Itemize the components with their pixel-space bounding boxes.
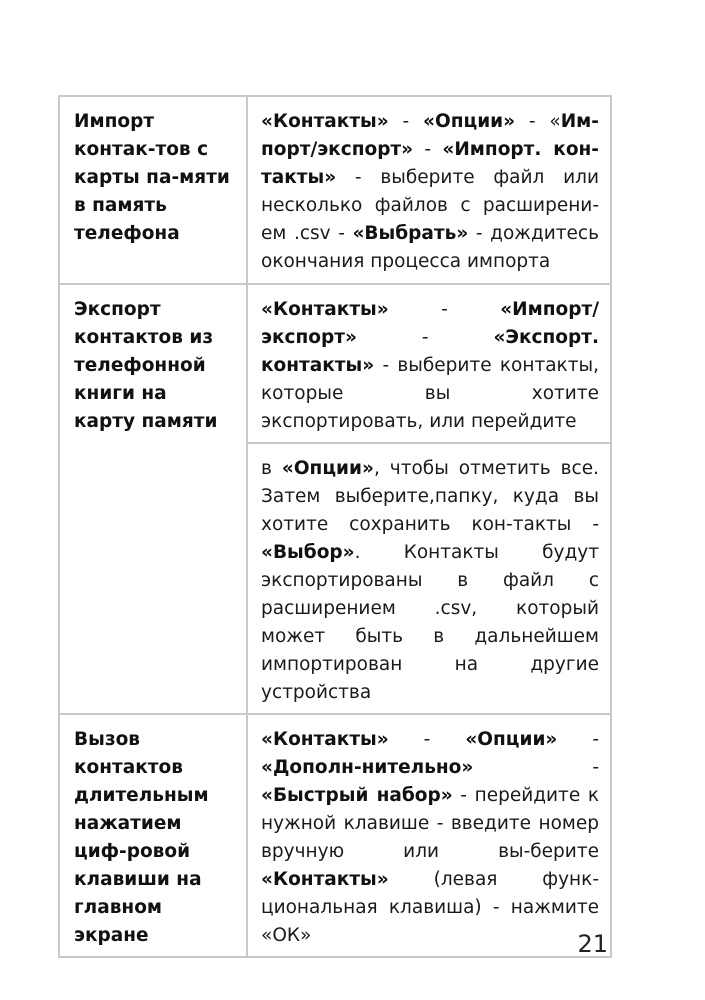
text-segment: в (261, 458, 282, 479)
row-description-cell (247, 96, 611, 284)
row-label-cell (59, 96, 247, 284)
bold-menu-term: «Быстрый набор» (261, 785, 453, 806)
page-number: 21 (577, 930, 608, 958)
bold-menu-term: «Импорт/экспорт» (261, 299, 599, 348)
bold-menu-term: «Опции» (465, 729, 558, 750)
row-description-cell (247, 714, 611, 957)
bold-menu-term: «Выбор» (261, 542, 355, 563)
bold-menu-term: «Опции» (423, 111, 516, 132)
bold-menu-term: «Выбрать» (352, 223, 469, 244)
row-description (248, 715, 610, 956)
text-segment: . Контакты будут экспортированы в файл с расширением .csv, который может быть в дальнейшем импортирован на другие устройства (261, 542, 599, 703)
row-label: Импорт контак-тов с карты па-мяти в память телефона (74, 111, 230, 244)
row-label-cell (59, 284, 247, 714)
row-label: Вызов контактов длительным нажатием циф-ровой клавиши на главном экране (74, 729, 209, 946)
bold-menu-term: «Контакты» (261, 299, 389, 320)
text-segment: , чтобы отметить все. Затем выберите,папку, куда вы хотите сохранить кон-такты - (261, 458, 599, 535)
bold-menu-term: «Импорт. кон-такты» (261, 139, 599, 188)
text-segment: - (356, 327, 494, 348)
row-label-cell (59, 714, 247, 957)
text-segment: - (388, 729, 466, 750)
text-segment: - (388, 111, 424, 132)
table-row (59, 714, 611, 957)
instructions-table (58, 95, 612, 958)
text-segment: (левая функ-циональная клавиша) - нажмите «ОК» (261, 869, 599, 946)
bold-menu-term: «Экспорт. контакты» (261, 327, 599, 376)
text-segment: - (557, 729, 599, 750)
bold-menu-term: Им-порт/экспорт» (261, 111, 599, 160)
text-segment: - перейдите к нужной клавише - введите номер вручную или вы-берите (261, 785, 600, 862)
text-segment: - выберите контакты, которые вы хотите экспортировать, или перейдите (261, 355, 599, 432)
text-segment: - (413, 139, 443, 160)
table-row (59, 96, 611, 284)
row-description (248, 97, 610, 282)
row-description (248, 285, 610, 442)
text-segment: - дождитесь окончания процесса импорта (261, 223, 599, 272)
text-segment: - « (515, 111, 561, 132)
text-segment: - (388, 299, 501, 320)
bold-menu-term: «Контакты» (261, 869, 389, 890)
row-description-cell (247, 443, 611, 714)
row-description (248, 444, 610, 713)
bold-menu-term: «Опции» (281, 458, 374, 479)
table-row (59, 284, 611, 443)
row-label: Экспорт контактов из телефонной книги на карту памяти (74, 299, 218, 432)
bold-menu-term: «Контакты» (261, 729, 389, 750)
row-description-cell (247, 284, 611, 443)
bold-menu-term: «Дополн-нительно» (261, 757, 474, 778)
text-segment: - (473, 757, 599, 778)
bold-menu-term: «Контакты» (261, 111, 389, 132)
text-segment: - выберите файл или несколько файлов с расширени-ем .csv - (261, 167, 599, 244)
